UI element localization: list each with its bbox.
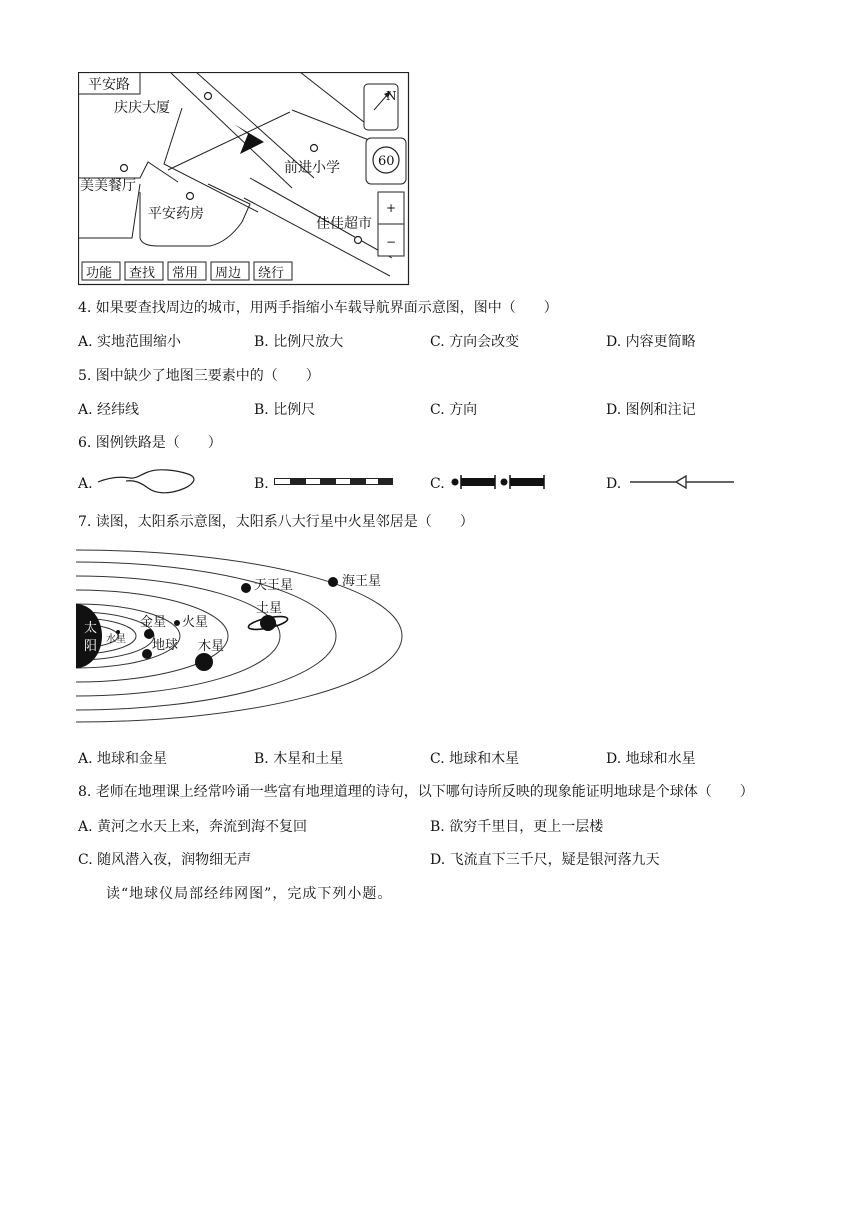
map-place-label: 佳佳超市 (316, 216, 372, 232)
option-d: D. 地球和水星 (606, 751, 696, 767)
option-b: B. (254, 476, 269, 492)
planet-label: 金星 (140, 615, 167, 630)
solar-system-diagram (76, 546, 406, 738)
option-a: A. 实地范围缩小 (78, 334, 182, 350)
next-section-intro: 读“地球仪局部经纬网图”，完成下列小题。 (106, 886, 393, 902)
option-c: C. 方向会改变 (430, 334, 520, 350)
map-place-label: 美美餐厅 (80, 178, 136, 194)
option-a: A. 地球和金星 (78, 751, 168, 767)
map-road-label: 平安路 (88, 77, 130, 93)
compass-letter: N (386, 89, 397, 103)
toolbar-button-label: 绕行 (258, 266, 285, 281)
sun-label: 阳 (84, 639, 98, 654)
option-d: D. 飞流直下三千尺，疑是银河落九天 (430, 852, 660, 868)
legend-road-symbol (628, 474, 736, 490)
map-place-label: 前进小学 (284, 160, 340, 176)
planet-label: 水星 (106, 634, 126, 645)
toolbar-button-label: 查找 (129, 266, 156, 281)
navigation-map-figure (78, 72, 410, 286)
option-d: D. (606, 476, 622, 492)
planet-label: 土星 (256, 601, 283, 616)
planet-label: 火星 (182, 615, 209, 630)
question-4-stem: 4. 如果要查找周边的城市，用两手指缩小车载导航界面示意图，图中（ ） (78, 300, 558, 316)
planet-label: 海王星 (342, 574, 382, 589)
question-5-stem: 5. 图中缺少了地图三要素中的（ ） (78, 368, 320, 384)
sun-label: 太 (84, 621, 98, 636)
planet-label: 木星 (198, 639, 225, 654)
map-place-label: 平安药房 (148, 206, 204, 222)
option-c: C. 地球和木星 (430, 751, 520, 767)
question-6-stem: 6. 图例铁路是（ ） (78, 435, 222, 451)
option-b: B. 比例尺 (254, 402, 316, 418)
legend-boundary-symbol (450, 472, 548, 492)
option-c: C. (430, 476, 445, 492)
zoom-in-icon: + (386, 201, 397, 215)
planet-label: 地球 (152, 638, 179, 653)
option-d: D. 内容更简略 (606, 334, 696, 350)
option-b: B. 比例尺放大 (254, 334, 344, 350)
option-b: B. 木星和土星 (254, 751, 344, 767)
planet-label: 天王星 (254, 578, 294, 593)
option-d: D. 图例和注记 (606, 402, 696, 418)
toolbar-button-label: 功能 (86, 266, 113, 281)
legend-railway-symbol (274, 477, 394, 487)
option-a: A. 黄河之水天上来，奔流到海不复回 (78, 819, 308, 835)
question-8-stem: 8. 老师在地理课上经常吟诵一些富有地理道理的诗句，以下哪句诗所反映的现象能证明地球是个球体（ ） (78, 784, 754, 800)
toolbar-button-label: 周边 (215, 266, 242, 281)
legend-river-symbol (96, 468, 206, 496)
option-a: A. 经纬线 (78, 402, 140, 418)
toolbar-button-label: 常用 (172, 266, 199, 281)
map-place-label: 庆庆大厦 (114, 100, 170, 116)
option-c: C. 方向 (430, 402, 478, 418)
scale-sign-value: 60 (378, 154, 395, 169)
question-7-stem: 7. 读图，太阳系示意图，太阳系八大行星中火星邻居是（ ） (78, 514, 474, 530)
option-c: C. 随风潜入夜，润物细无声 (78, 852, 252, 868)
option-a: A. (78, 476, 93, 492)
option-b: B. 欲穷千里目，更上一层楼 (430, 819, 604, 835)
zoom-out-icon: − (386, 235, 397, 249)
